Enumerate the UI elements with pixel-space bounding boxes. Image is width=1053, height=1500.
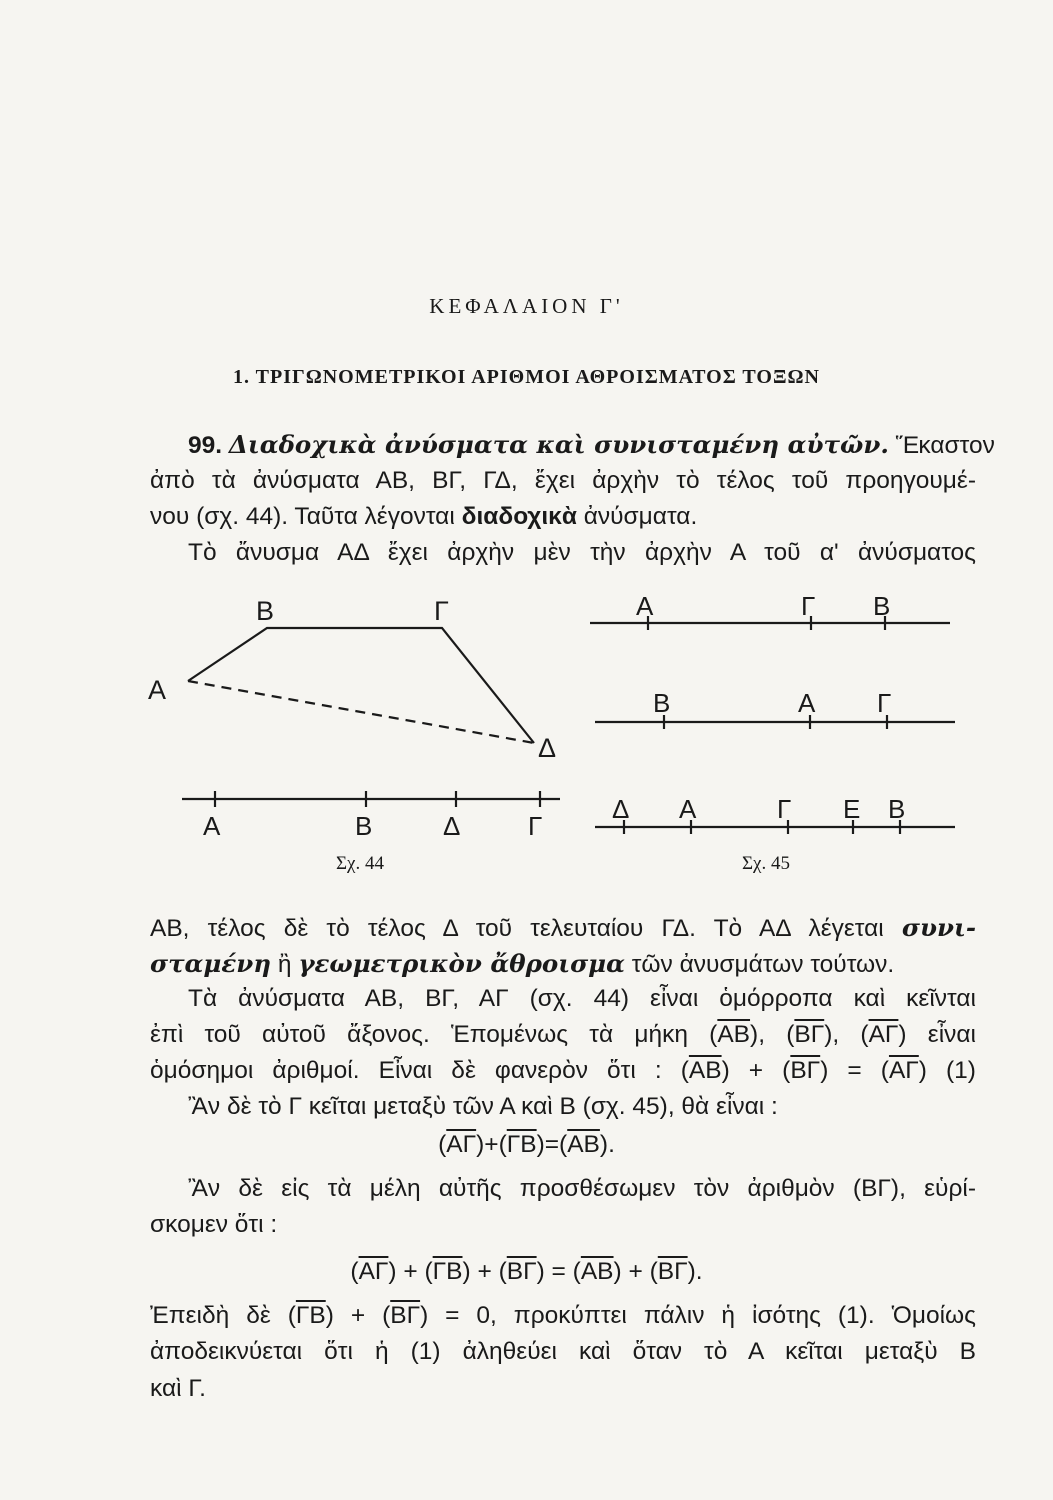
- row-3-label-E: Ε: [843, 794, 861, 824]
- vector-GB: $\overline{\Gamma B}$: [506, 1131, 537, 1158]
- label-D: Δ: [538, 733, 557, 763]
- polygon-path: [188, 628, 534, 743]
- text: ) = (: [820, 1057, 889, 1084]
- row-3-label-G: Γ: [777, 794, 792, 824]
- figure-44: [140, 585, 580, 885]
- text: ) εἶναι: [898, 1021, 976, 1048]
- axis-label-A: Α: [203, 811, 221, 841]
- p5-line-2: ἀποδεικνύεται ὅτι ἡ (1) ἀληθεύει καὶ ὅταν τὸ Α κεῖται μεταξὺ Β: [150, 1338, 976, 1365]
- vector-AB: $\overline{AB}$: [688, 1057, 722, 1084]
- text: ).: [687, 1258, 703, 1285]
- text: (: [438, 1131, 447, 1158]
- vector-GB: $\overline{\Gamma B}$: [295, 1302, 326, 1329]
- label-B: Β: [256, 596, 275, 626]
- row-3-label-D: Δ: [612, 794, 630, 824]
- row-3-label-A: Α: [679, 794, 697, 824]
- resultant-line-1: [150, 913, 976, 943]
- term-bold: διαδοχικὰ: [461, 503, 577, 530]
- text: ) (1): [918, 1057, 976, 1084]
- figure-45-caption: Σχ. 45: [742, 853, 790, 874]
- p2-line-3: [150, 1057, 976, 1085]
- label-A: Α: [148, 675, 167, 705]
- axis-label-G: Γ: [528, 811, 543, 841]
- resultant-dashed-line: [188, 681, 534, 743]
- row-2-label-B: Β: [653, 688, 671, 718]
- section-title: 1. ΤΡΙΓΩΝΟΜΕΤΡΙΚΟΙ ΑΡΙΘΜΟΙ ΑΘΡΟΙΣΜΑΤΟΣ ΤΟΞΩΝ: [233, 366, 820, 388]
- p5-line-3: καὶ Γ.: [150, 1375, 206, 1402]
- vector-BG: $\overline{B\Gamma}$: [794, 1021, 825, 1048]
- text: (: [350, 1258, 359, 1285]
- vector-AG: $\overline{A\Gamma}$: [358, 1258, 389, 1285]
- vector-AB: $\overline{AB}$: [580, 1258, 614, 1285]
- text: τῶν ἀνυσμάτων τούτων.: [631, 951, 895, 978]
- term-bold: γεωμετρικὸν ἄθροισμα: [298, 949, 625, 978]
- paragraph-99-line-2: ἀπὸ τὰ ἀνύσματα ΑΒ, ΒΓ, ΓΔ, ἔχει ἀρχὴν τὸ τέλος τοῦ προηγουμέ-: [150, 467, 976, 494]
- p5-line-1: [150, 1302, 976, 1330]
- equation-2: [0, 1258, 1053, 1286]
- vector-AG: $\overline{A\Gamma}$: [868, 1021, 899, 1048]
- paragraph-heading: Διαδοχικὰ ἀνύσματα καὶ συνισταμένη αὐτῶν.: [228, 430, 889, 459]
- text: ἐπὶ τοῦ αὐτοῦ ἄξονος. Ἑπομένως τὰ μήκη (: [150, 1021, 718, 1048]
- text: ) = (: [536, 1258, 581, 1285]
- row-2-label-A: Α: [798, 688, 816, 718]
- label-G: Γ: [434, 596, 449, 626]
- paragraph-number: 99.: [188, 432, 223, 459]
- text: ἢ: [277, 951, 292, 978]
- text: ΑΒ, τέλος δὲ τὸ τέλος Δ τοῦ τελευταίου ΓΔ. Τὸ ΑΔ λέγεται: [150, 915, 884, 942]
- text: )+(: [476, 1131, 507, 1158]
- text: ) = 0, προκύπτει πάλιν ἡ ἰσότης (1). Ὁμοίως: [420, 1302, 976, 1329]
- text: ), (: [750, 1021, 795, 1048]
- vector-GB: $\overline{\Gamma B}$: [432, 1258, 463, 1285]
- term-bold: συνι-: [901, 913, 976, 942]
- text: ἀνύσματα.: [583, 503, 698, 530]
- paragraph-99-line-1: [188, 430, 995, 460]
- paragraph-99-line-4: Τὸ ἄνυσμα ΑΔ ἔχει ἀρχὴν μὲν τὴν ἀρχὴν Α τοῦ α' ἀνύσματος: [188, 539, 976, 566]
- vector-AB: $\overline{AB}$: [717, 1021, 751, 1048]
- vector-BG: $\overline{B\Gamma}$: [506, 1258, 537, 1285]
- text: ) + (: [462, 1258, 507, 1285]
- chapter-title: ΚΕΦΑΛΑΙΟΝ Γ': [429, 294, 624, 318]
- term-bold: σταμένη: [150, 949, 272, 978]
- vector-AG: $\overline{A\Gamma}$: [888, 1057, 919, 1084]
- resultant-line-2: [150, 949, 894, 979]
- p2-line-2: [150, 1021, 976, 1049]
- row-1-label-G: Γ: [801, 591, 816, 621]
- axis-label-B: Β: [355, 811, 373, 841]
- equation-1: [0, 1131, 1053, 1159]
- row-1-label-A: Α: [636, 591, 654, 621]
- vector-AG: $\overline{A\Gamma}$: [446, 1131, 477, 1158]
- p4-line-1: Ἂν δὲ εἰς τὰ μέλη αὐτῆς προσθέσωμεν τὸν ἀριθμὸν (ΒΓ), εὑρί-: [188, 1175, 976, 1202]
- vector-BG: $\overline{B\Gamma}$: [390, 1302, 421, 1329]
- row-1-label-B: Β: [873, 591, 891, 621]
- figure-45: [590, 585, 970, 885]
- p4-line-2: σκομεν ὅτι :: [150, 1211, 278, 1238]
- p2-line-1: Τὰ ἀνύσματα ΑΒ, ΒΓ, ΑΓ (σχ. 44) εἶναι ὁμόρροπα καὶ κεῖνται: [188, 985, 976, 1012]
- axis-label-D: Δ: [443, 811, 461, 841]
- text: ) + (: [325, 1302, 391, 1329]
- text: ὁμόσημοι ἀριθμοί. Εἶναι δὲ φανερὸν ὅτι : (: [150, 1057, 689, 1084]
- text: ) + (: [721, 1057, 791, 1084]
- vector-BG: $\overline{B\Gamma}$: [790, 1057, 821, 1084]
- text: ) + (: [613, 1258, 658, 1285]
- text: )=(: [536, 1131, 568, 1158]
- text: ).: [599, 1131, 615, 1158]
- text: Ἐπειδὴ δὲ (: [150, 1302, 296, 1329]
- row-2-label-G: Γ: [877, 688, 892, 718]
- figure-44-caption: Σχ. 44: [336, 853, 384, 874]
- text: νου (σχ. 44). Ταῦτα λέγονται: [150, 503, 455, 530]
- vector-BG: $\overline{B\Gamma}$: [657, 1258, 688, 1285]
- text: ), (: [824, 1021, 869, 1048]
- row-3-label-B: Β: [888, 794, 906, 824]
- p3-line-1: Ἂν δὲ τὸ Γ κεῖται μεταξὺ τῶν Α καὶ Β (σχ. 45), θὰ εἶναι :: [188, 1093, 778, 1120]
- vector-AB: $\overline{AB}$: [567, 1131, 600, 1158]
- paragraph-99-line-3: [150, 503, 697, 531]
- text: ) + (: [388, 1258, 433, 1285]
- text: Ἕκαστον: [895, 432, 995, 459]
